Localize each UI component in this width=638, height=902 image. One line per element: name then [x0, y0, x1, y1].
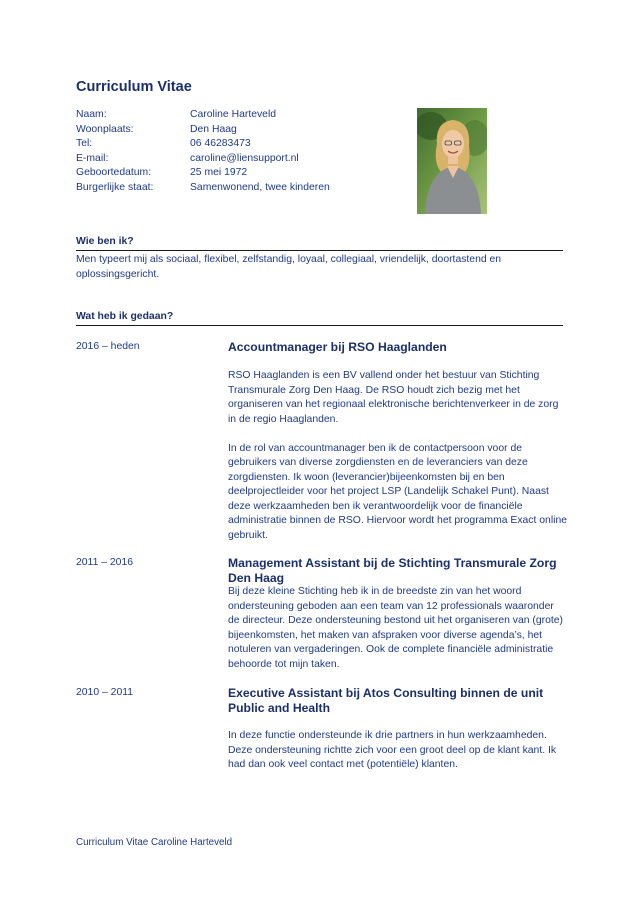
page-footer: Curriculum Vitae Caroline Harteveld: [76, 837, 233, 848]
entry-title: Accountmanager bij RSO Haaglanden: [228, 340, 447, 354]
entry-period: 2016 – heden: [76, 341, 140, 352]
experience-heading: Wat heb ik gedaan?: [76, 310, 563, 326]
entry-period: 2010 – 2011: [76, 687, 134, 698]
profile-photo: [417, 108, 487, 214]
personal-value: Den Haag: [190, 123, 237, 135]
about-text: Men typeert mij als sociaal, flexibel, zelfstandig, loyaal, collegiaal, vriendelijk, doortastend en oplossingsgericht.: [76, 254, 502, 280]
entry-paragraph: RSO Haaglanden is een BV vallend onder het bestuur van Stichting Transmurale Zorg Den Haag. De RSO houdt zich bezig met het organiseren van het regionaal elektronische berichtenverkeer in de zorg in de regio Haaglanden.: [228, 370, 559, 425]
personal-row-name: [76, 108, 396, 123]
personal-details: [76, 108, 396, 195]
personal-label: Burgerlijke staat:: [76, 181, 154, 193]
personal-value: Caroline Harteveld: [190, 109, 277, 120]
entry-description: [228, 369, 568, 543]
document-title: Curriculum Vitae: [76, 79, 192, 95]
personal-label: Woonplaats:: [76, 123, 134, 135]
personal-value: 25 mei 1972: [190, 167, 248, 178]
personal-value: Samenwonend, twee kinderen: [190, 181, 330, 193]
personal-row-phone: [76, 137, 396, 152]
entry-description: [228, 585, 568, 672]
personal-value: caroline@liensupport.nl: [190, 152, 299, 164]
about-heading: Wie ben ik?: [76, 235, 563, 251]
entry-description: [228, 729, 568, 773]
entry-title: Executive Assistant bij Atos Consulting binnen de unit Public and Health: [228, 686, 544, 715]
personal-label: E-mail:: [76, 152, 109, 164]
personal-label: Tel:: [76, 138, 93, 149]
personal-value: 06 46283473: [190, 138, 251, 149]
personal-label: Geboortedatum:: [76, 167, 152, 178]
personal-label: Naam:: [76, 109, 107, 120]
entry-paragraph: Bij deze kleine Stichting heb ik in de breedste zin van het woord ondersteuning geboden aan een team van 12 professionals waaronder de directeur. Deze ondersteuning bestond uit het organiseren van (grote) bijeenkomsten, het maken van afspraken voor diverse agenda’s, het notuleren van vergaderingen. Ook de complete financiële administratie behoorde tot mijn taken.: [228, 586, 564, 670]
entry-period: 2011 – 2016: [76, 557, 134, 568]
personal-row-residence: [76, 123, 396, 138]
entry-paragraph: In de rol van accountmanager ben ik de contactpersoon voor de gebruikers van diverse zorgdiensten en de leveranciers van deze zorgdiensten. Ik woon (leverancier)bijeenkomsten bij en ben deelprojectleider voor het project LSP (Landelijk Schakel Punt). Naast deze werkzaamheden ben ik verantwoordelijk voor de financiële administratie binnen de RSO. Hiervoor wordt het programma Exact online gebruikt.: [228, 442, 568, 541]
personal-row-email: [76, 152, 396, 167]
personal-row-birthdate: [76, 166, 396, 181]
entry-paragraph: In deze functie ondersteunde ik drie partners in hun werkzaamheden. Deze ondersteuning richtte zich voor een groot deel op de klant kant. Ik had dan ook veel contact met (potentiële) klanten.: [228, 730, 557, 770]
entry-title: Management Assistant bij de Stichting Transmurale Zorg Den Haag: [228, 556, 557, 585]
personal-row-marital-status: [76, 181, 396, 196]
